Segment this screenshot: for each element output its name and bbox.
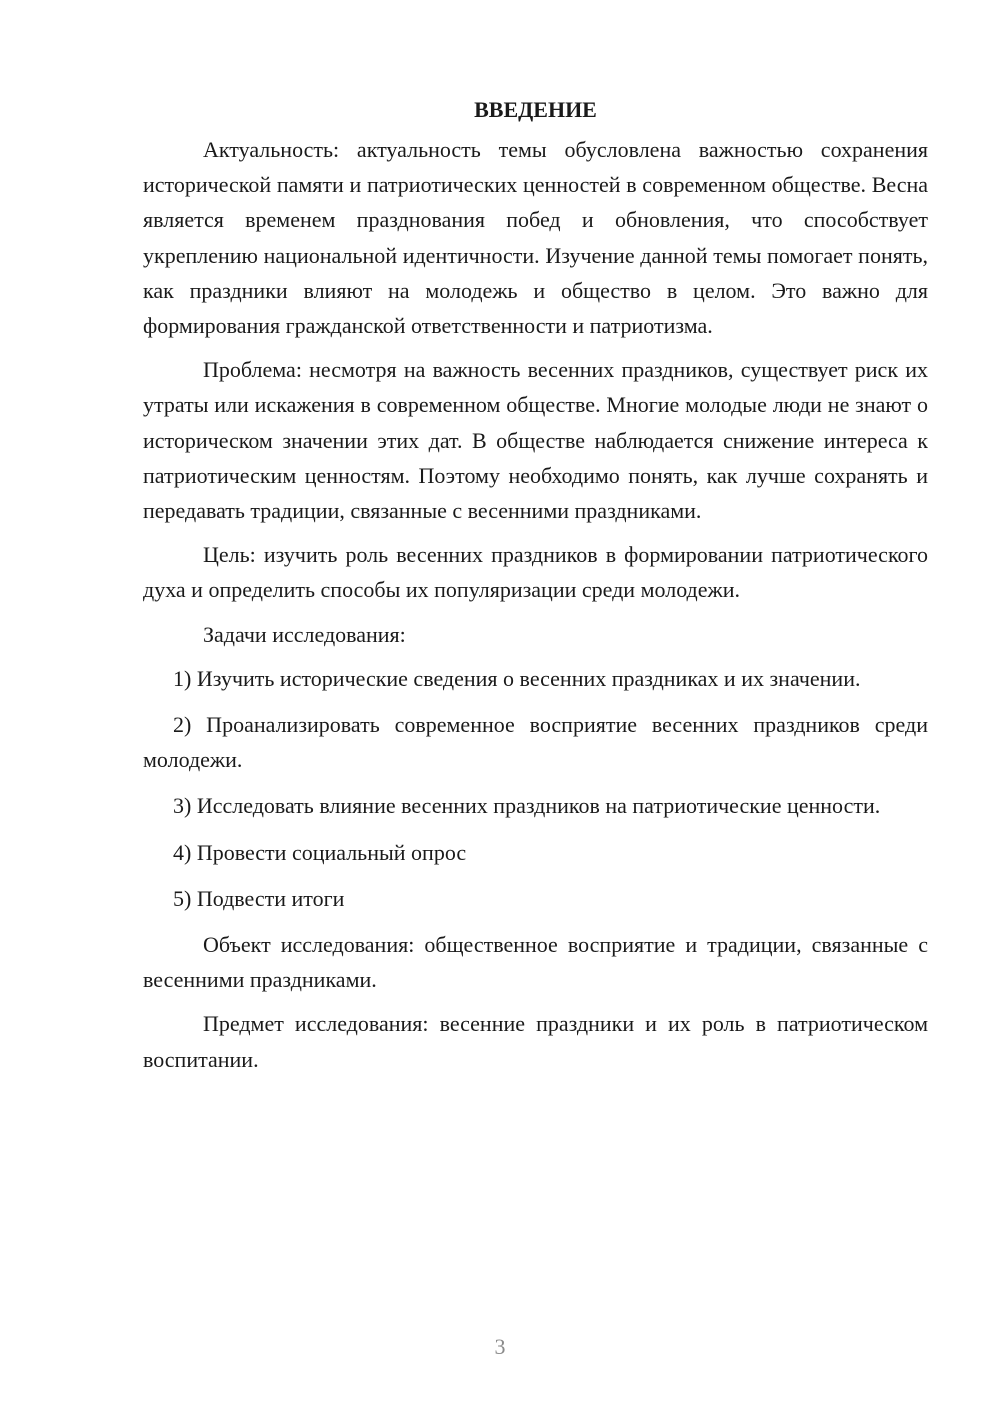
object-paragraph: Объект исследования: общественное восприятие и традиции, связанные с весенними праздниками.: [143, 932, 928, 993]
section-title: ВВЕДЕНИЕ: [474, 97, 597, 122]
relevance-paragraph: Актуальность: актуальность темы обусловлена важностью сохранения исторической памяти и патриотических ценностей в современном обществе. Весна является временем празднования побед и обновления, что способствует укреплению национальной идентичности. Изучение данной темы помогает понять, как праздники влияют на молодежь и общество в целом. Это важно для формирования гражданской ответственности и патриотизма.: [143, 137, 928, 339]
goal-paragraph: Цель: изучить роль весенних праздников в формировании патриотического духа и определить способы их популяризации среди молодежи.: [143, 542, 928, 603]
problem-paragraph: Проблема: несмотря на важность весенних праздников, существует риск их утраты или искажения в современном обществе. Многие молодые люди не знают о историческом значении этих дат. В обществе наблюдается снижение интереса к патриотическим ценностям. Поэтому необходимо понять, как лучше сохранять и передавать традиции, связанные с весенними праздниками.: [143, 357, 928, 524]
task-item-2: 2) Проанализировать современное восприятие весенних праздников среди молодежи.: [143, 712, 928, 773]
subject-paragraph: Предмет исследования: весенние праздники и их роль в патриотическом воспитании.: [143, 1011, 928, 1072]
page-content: [143, 95, 928, 1086]
tasks-heading: Задачи исследования:: [203, 621, 406, 647]
task-item-1: 1) Изучить исторические сведения о весенних праздниках и их значении.: [173, 665, 861, 691]
page-number: 3: [494, 1334, 506, 1359]
task-item-4: 4) Провести социальный опрос: [173, 839, 467, 865]
task-item-5: 5) Подвести итоги: [173, 885, 345, 911]
task-item-3: 3) Исследовать влияние весенних праздников на патриотические ценности.: [173, 793, 881, 819]
